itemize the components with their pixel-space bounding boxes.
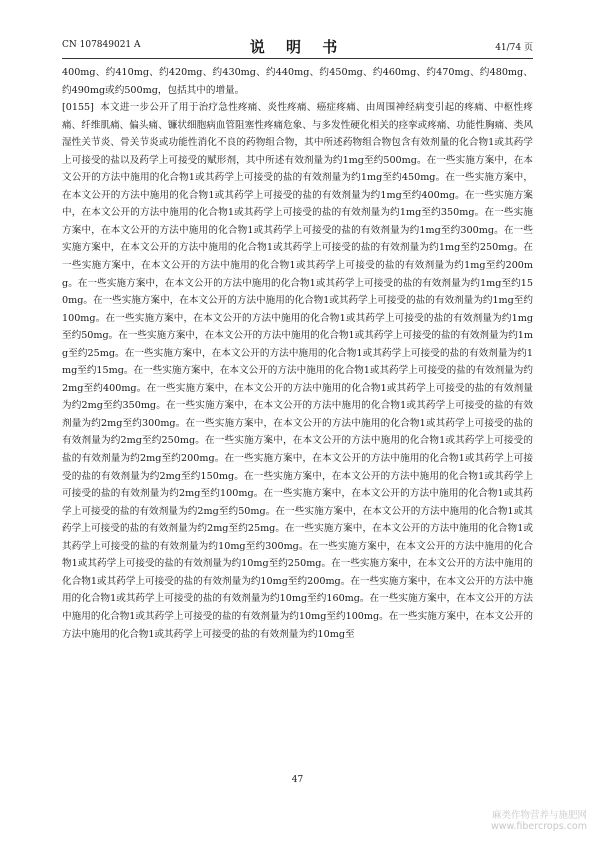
page-number: 47 [291, 775, 304, 785]
watermark-line-2: www.fibercrops.com [490, 821, 587, 832]
page-of-total: 41/74 页 [495, 43, 533, 53]
page-header [62, 36, 533, 56]
paragraph-text: 本文进一步公开了用于治疗急性疼痛、炎性疼痛、癌症疼痛、由周围神经病变引起的疼痛、中枢性疼痛、纤维肌痛、偏头痛、镰状细胞病血管阻塞性疼痛危象、与多发性硬化相关的痉挛或疼痛、功能性胸痛、类风湿性关节炎、骨关节炎或功能性消化不良的药物组合物，其中所述药物组合物包含有效剂量的化合物1或其药学上可接受的盐以及药学上可接受的赋形剂，其中所述有效剂量为约1mg至约500mg。在一些实施方案中，在本文公开的方法中施用的化合物1或其药学上可接受的盐的有效剂量为约1mg至约450mg。在一些实施方案中，在本文公开的方法中施用的化合物1或其药学上可接受的盐的有效剂量为约1mg至约400mg。在一些实施方案中，在本文公开的方法中施用的化合物1或其药学上可接受的盐的有效剂量为约1mg至约350mg。在一些实施方案中，在本文公开的方法中施用的化合物1或其药学上可接受的盐的有效剂量为约1mg至约300mg。在一些实施方案中，在本文公开的方法中施用的化合物1或其药学上可接受的盐的有效剂量为约1mg至约250mg。在一些实施方案中，在本文公开的方法中施用的化合物1或其药学上可接受的盐的有效剂量为约1mg至约200mg。在一些实施方案中，在本文公开的方法中施用的化合物1或其药学上可接受的盐的有效剂量为约1mg至约150mg。在一些实施方案中，在本文公开的方法中施用的化合物1或其药学上可接受的盐的有效剂量为约1mg至约100mg。在一些实施方案中，在本文公开的方法中施用的化合物1或其药学上可接受的盐的有效剂量为约1mg至约50mg。在一些实施方案中，在本文公开的方法中施用的化合物1或其药学上可接受的盐的有效剂量为约1mg至约25mg。在一些实施方案中，在本文公开的方法中施用的化合物1或其药学上可接受的盐的有效剂量为约1mg至约15mg。在一些实施方案中，在本文公开的方法中施用的化合物1或其药学上可接受的盐的有效剂量为约2mg至约400mg。在一些实施方案中，在本文公开的方法中施用的化合物1或其药学上可接受的盐的有效剂量为约2mg至约350mg。在一些实施方案中，在本文公开的方法中施用的化合物1或其药学上可接受的盐的有效剂量为约2mg至约300mg。在一些实施方案中，在本文公开的方法中施用的化合物1或其药学上可接受的盐的有效剂量为约2mg至约250mg。在一些实施方案中，在本文公开的方法中施用的化合物1或其药学上可接受的盐的有效剂量为约2mg至约200mg。在一些实施方案中，在本文公开的方法中施用的化合物1或其药学上可接受的盐的有效剂量为约2mg至约150mg。在一些实施方案中，在本文公开的方法中施用的化合物1或其药学上可接受的盐的有效剂量为约2mg至约100mg。在一些实施方案中，在本文公开的方法中施用的化合物1或其药学上可接受的盐的有效剂量为约2mg至约50mg。在一些实施方案中，在本文公开的方法中施用的化合物1或其药学上可接受的盐的有效剂量为约2mg至约25mg。在一些实施方案中，在本文公开的方法中施用的化合物1或其药学上可接受的盐的有效剂量为约10mg至约300mg。在一些实施方案中，在本文公开的方法中施用的化合物1或其药学上可接受的盐的有效剂量为约10mg至约250mg。在一些实施方案中，在本文公开的方法中施用的化合物1或其药学上可接受的盐的有效剂量为约10mg至约200mg。在一些实施方案中，在本文公开的方法中施用的化合物1或其药学上可接受的盐的有效剂量为约10mg至约160mg。在一些实施方案中，在本文公开的方法中施用的化合物1或其药学上可接受的盐的有效剂量为约10mg至约100mg。在一些实施方案中，在本文公开的方法中施用的化合物1或其药学上可接受的盐的有效剂量为约10mg至 [62, 102, 533, 640]
watermark-line-1: 麻类作物营养与施肥网 [491, 810, 587, 821]
continued-text: 400mg、约410mg、约420mg、约430mg、约440mg、约450mg、约460mg、约470mg、约480mg、约490mg或约500mg，包括其中的增量。 [62, 67, 533, 96]
header-rule [62, 58, 533, 59]
watermark [491, 810, 587, 832]
paragraph-0155 [62, 99, 533, 643]
paragraph-number: [0155] [62, 102, 94, 114]
document-body [62, 64, 533, 643]
document-title: 说 明 书 [249, 38, 346, 56]
publication-number: CN 107849021 A [62, 40, 141, 50]
